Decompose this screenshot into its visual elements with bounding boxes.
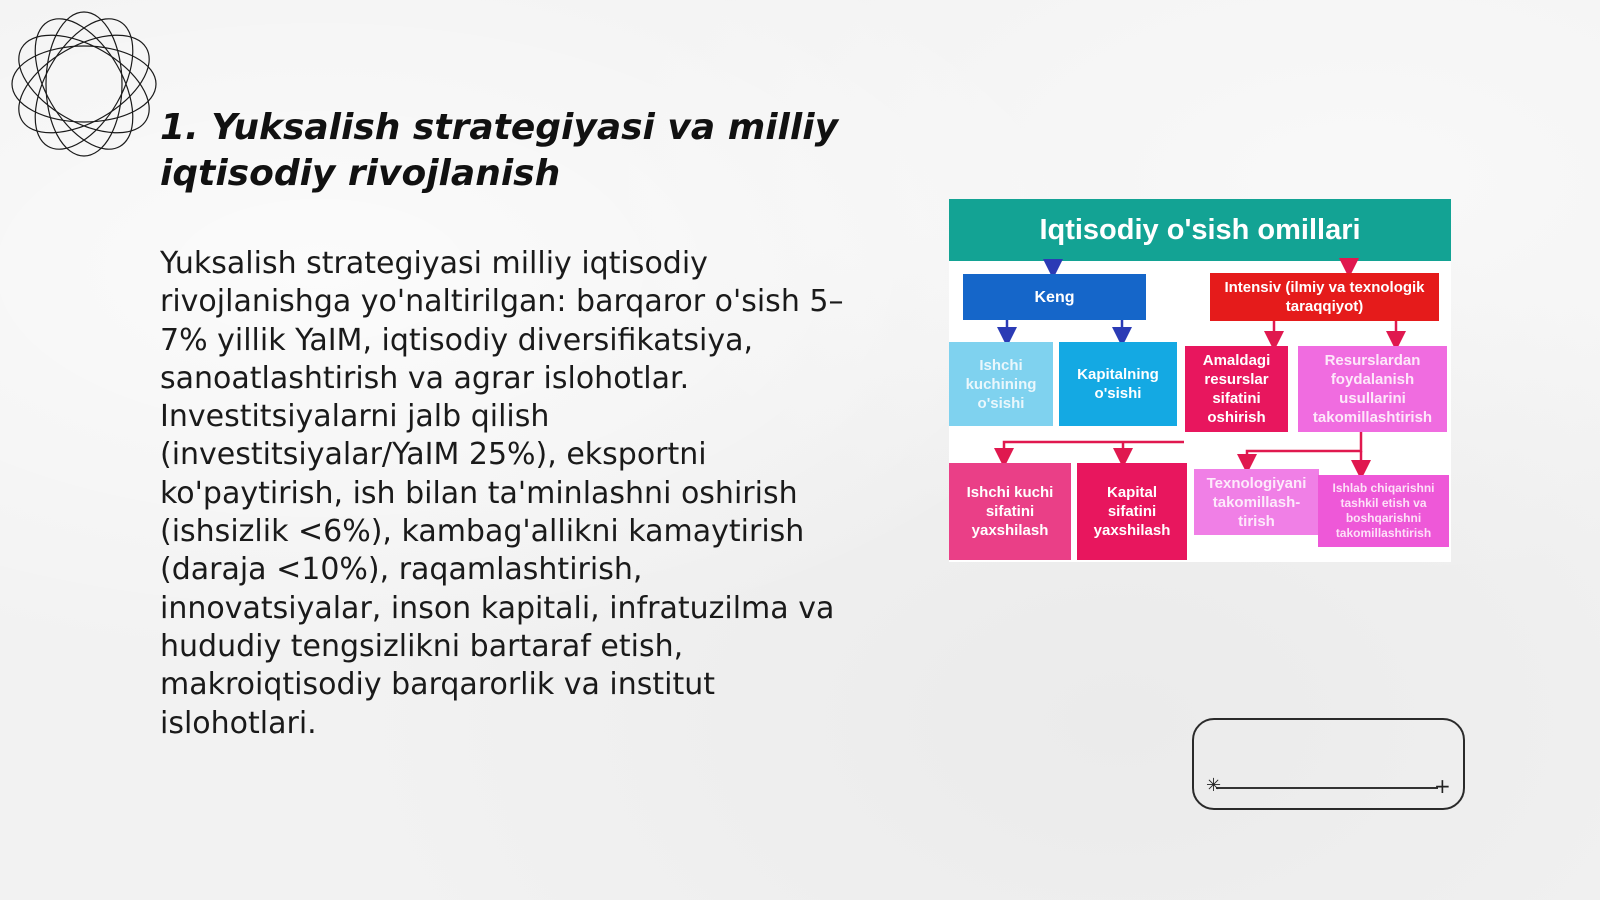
box-intensiv: Intensiv (ilmiy va texnologik taraqqiyot) (1210, 273, 1439, 321)
box-resurslardan-foydalanish: Resurslardan foydalanish usullarini takomillashtirish (1298, 346, 1447, 432)
growth-factors-diagram (949, 199, 1451, 562)
diagram-title: Iqtisodiy o'sish omillari (949, 199, 1451, 261)
arrow-resurs-texnologiya (1247, 432, 1361, 464)
box-amaldagi-resurslar: Amaldagi resurslar sifatini oshirish (1185, 346, 1288, 432)
box-ishlab-chiqarish: Ishlab chiqarishni tashkil etish va boshqarishni takomillashtirish (1318, 475, 1449, 547)
slide-title: 1. Yuksalish strategiyasi va milliy iqtisodiy rivojlanish (160, 107, 839, 194)
box-ishchi-kuchi-sifati: Ishchi kuchi sifatini yaxshilash (949, 463, 1071, 560)
box-keng: Keng (963, 274, 1146, 320)
box-kapital-osishi: Kapitalning o'sishi (1059, 342, 1177, 426)
sparkle-icon: ✳ (1206, 775, 1222, 796)
plus-icon: + (1434, 774, 1451, 798)
decorative-slider-frame (1192, 718, 1465, 810)
slider-track (1216, 787, 1438, 789)
box-texnologiya: Texnologiyani takomillash-tirish (1194, 469, 1319, 535)
slide-body-text: Yuksalish strategiyasi milliy iqtisodiy rivojlanishga yo'naltirilgan: barqaror o'sish 5–7% yillik YaIM, iqtisodiy diversifikatsiya, sanoatlashtirish va agrar islohotlar. Investitsiyalarni jalb qilish (investitsiyalar/YaIM 25%), eksportni ko'paytirish, ish bilan ta'minlashni oshirish (ishsizlik <6%), kambag'allikni kamaytirish (daraja <10%), raqamlashtirish, innovatsiyalar, inson kapitali, infratuzilma va hududiy tengsizlikni bartaraf etish, makroiqtisodiy barqarorlik va institut islohotlari. (160, 246, 844, 741)
circles-logo (10, 10, 158, 158)
arrow-amaldagi-ishchi-sifat (1004, 442, 1184, 458)
box-ishchi-kuchi-osishi: Ishchi kuchining o'sishi (949, 342, 1053, 426)
box-kapital-sifati: Kapital sifatini yaxshilash (1077, 463, 1187, 560)
